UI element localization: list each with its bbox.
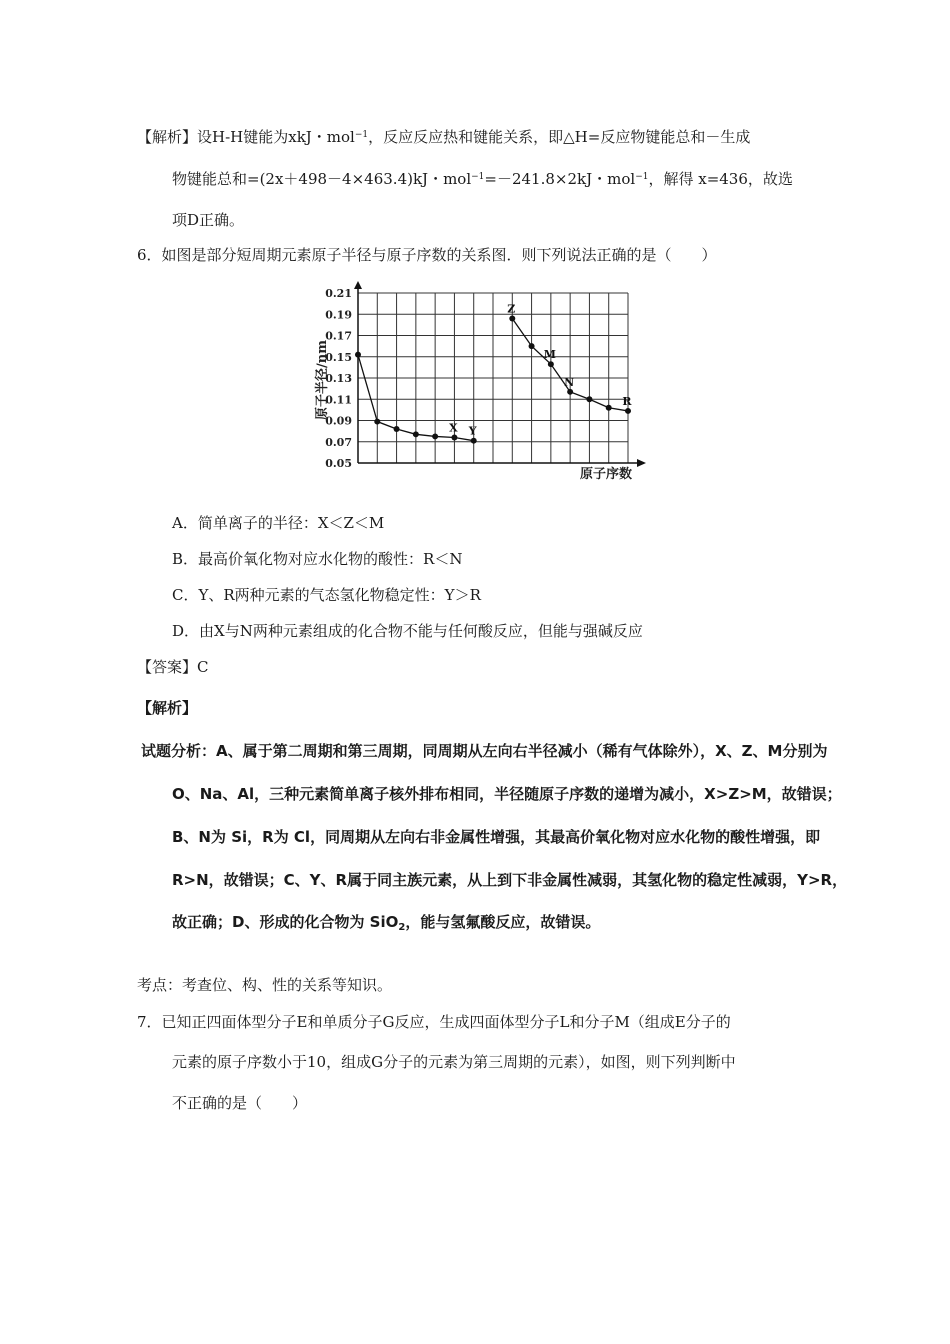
- text: =－241.8×2kJ・mol: [484, 170, 636, 188]
- q7-line1: 7．已知正四面体型分子E和单质分子G反应，生成四面体型分子L和分子M（组成E分子的: [137, 1013, 731, 1031]
- data-point: [625, 408, 631, 414]
- y-axis-label: 原子半径/nm: [315, 340, 330, 420]
- atomic-radius-chart: [300, 278, 655, 483]
- data-point: [548, 361, 554, 367]
- prev-explanation-line1: [137, 127, 750, 147]
- data-point: [529, 343, 535, 349]
- y-tick-label: 0.15: [325, 350, 352, 364]
- data-point: [432, 433, 438, 439]
- y-tick-label: 0.07: [325, 435, 352, 449]
- point-label-Z: Z: [507, 302, 516, 316]
- point-label-N: N: [564, 375, 575, 389]
- text: ，解得 x=436，故选: [648, 170, 793, 188]
- subscript: 2: [398, 922, 406, 933]
- superscript: −1: [354, 130, 369, 140]
- point-label-X: X: [449, 421, 458, 435]
- y-tick-label: 0.11: [325, 393, 352, 407]
- y-tick-label: 0.05: [325, 457, 352, 470]
- data-point: [374, 419, 380, 425]
- data-point: [606, 405, 612, 411]
- data-point: [451, 435, 457, 441]
- data-point: [586, 396, 592, 402]
- y-tick-label: 0.13: [325, 372, 352, 385]
- q6-stem: 6．如图是部分短周期元素原子半径与原子序数的关系图．则下列说法正确的是（ ）: [137, 246, 717, 264]
- superscript: −1: [635, 172, 649, 182]
- q6-analysis-header: 【解析】: [137, 699, 198, 717]
- q7-line2: 元素的原子序数小于10，组成G分子的元素为第三周期的元素），如图，则下列判断中: [172, 1053, 736, 1071]
- point-label-Y: Y: [468, 424, 477, 438]
- y-tick-label: 0.21: [325, 287, 352, 300]
- text: 【解析】设H-H键能为xkJ・mol: [137, 128, 355, 146]
- point-label-R: R: [622, 394, 632, 408]
- text: ，反应反应热和键能关系，即△H=反应物键能总和－生成: [368, 128, 751, 146]
- data-point: [509, 316, 515, 322]
- y-tick-label: 0.17: [325, 329, 352, 343]
- point-labels: [449, 303, 632, 438]
- q7-line3: 不正确的是（ ）: [172, 1094, 308, 1112]
- q6-option-a: A．简单离子的半径：X＜Z＜M: [172, 514, 385, 532]
- q6-kaodian: 考点：考查位、构、性的关系等知识。: [137, 976, 393, 994]
- q6-option-c: C．Y、R两种元素的气态氢化物稳定性：Y＞R: [172, 586, 481, 604]
- data-point: [567, 389, 573, 395]
- data-point: [394, 426, 400, 432]
- chart-grid: [358, 293, 628, 463]
- prev-explanation-line2: [172, 169, 793, 189]
- q6-analysis-line3: B、N为 Si，R为 Cl，同周期从左向右非金属性增强，其最高价氧化物对应水化物的酸性增强，即: [172, 828, 821, 846]
- q6-analysis-line5: [172, 912, 600, 932]
- data-point: [413, 431, 419, 437]
- y-tick-label: 0.19: [325, 308, 352, 322]
- y-axis-arrow: [354, 281, 362, 289]
- q6-option-d: D．由X与N两种元素组成的化合物不能与任何酸反应，但能与强碱反应: [172, 622, 643, 640]
- y-tick-label: 0.09: [325, 414, 352, 428]
- text: ，能与氢氟酸反应，故错误。: [405, 913, 601, 931]
- chart-axes: [354, 281, 646, 467]
- text: 故正确；D、形成的化合物为 SiO: [172, 913, 399, 931]
- q6-option-b: B．最高价氧化物对应水化物的酸性：R＜N: [172, 550, 463, 568]
- x-axis-arrow: [637, 459, 646, 467]
- data-point: [471, 438, 477, 444]
- x-axis-label: 原子序数: [579, 467, 633, 482]
- q6-analysis-line2: O、Na、Al，三种元素简单离子核外排布相同，半径随原子序数的递增为减小，X>Z>M，故错误；: [172, 785, 842, 803]
- q6-analysis-line1: 试题分析：A、属于第二周期和第三周期，同周期从左向右半径减小（稀有气体除外），X、Z、M分别为: [141, 742, 828, 760]
- text: 物键能总和=(2x＋498－4×463.4)kJ・mol: [172, 170, 472, 188]
- point-label-M: M: [543, 348, 556, 362]
- q6-analysis-line4: R>N，故错误；C、Y、R属于同主族元素，从上到下非金属性减弱，其氢化物的稳定性减弱，Y>R，: [172, 871, 848, 889]
- superscript: −1: [471, 172, 485, 182]
- q6-answer: 【答案】C: [137, 658, 209, 676]
- prev-explanation-line3: 项D正确。: [172, 211, 245, 229]
- data-point: [355, 352, 361, 358]
